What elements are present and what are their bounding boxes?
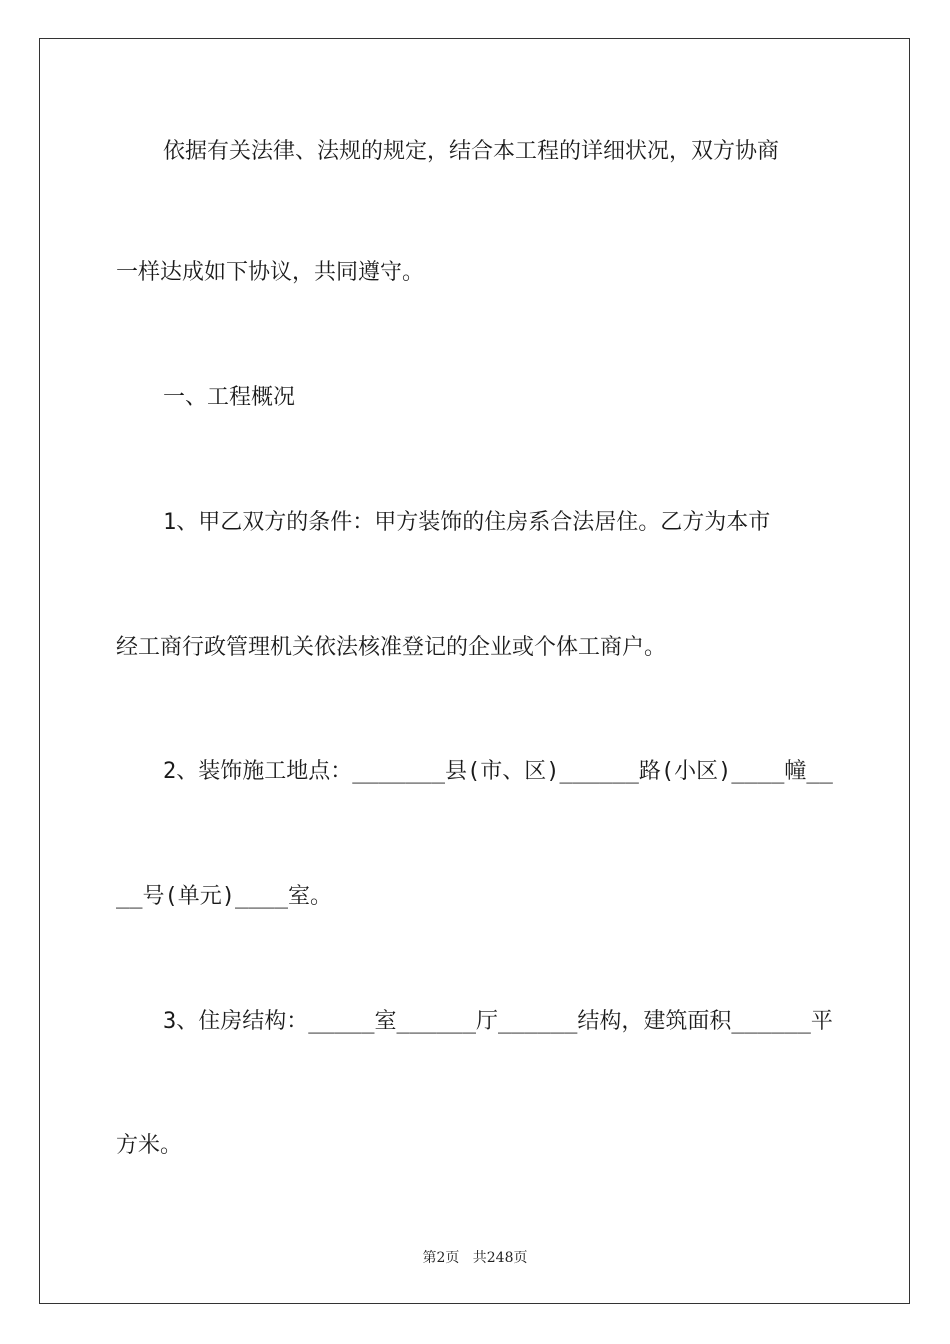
page-border [39, 38, 910, 1304]
total-pages: 共248页 [472, 1250, 528, 1266]
paragraph-line-2: 一样达成如下协议，共同遵守。 [116, 260, 425, 285]
paragraph-line-1: 依据有关法律、法规的规定，结合本工程的详细状况，双方协商 [163, 139, 780, 164]
clause-3-line-2: 方米。 [116, 1133, 183, 1158]
clause-3-line-1: 3、住房结构：_____室______厅______结构，建筑面积______平 [163, 1009, 833, 1034]
clause-2-line-1: 2、装饰施工地点：_______县(市、区)______路(小区)____幢__ [163, 759, 833, 784]
section-heading-overview: 一、工程概况 [163, 385, 296, 410]
page-number: 第2页 [422, 1250, 460, 1266]
page-footer [0, 1247, 950, 1267]
clause-2-line-2: __号(单元)____室。 [116, 884, 332, 909]
clause-1-line-2: 经工商行政管理机关依法核准登记的企业或个体工商户。 [116, 635, 667, 660]
clause-1-line-1: 1、甲乙双方的条件：甲方装饰的住房系合法居住。乙方为本市 [163, 510, 771, 535]
